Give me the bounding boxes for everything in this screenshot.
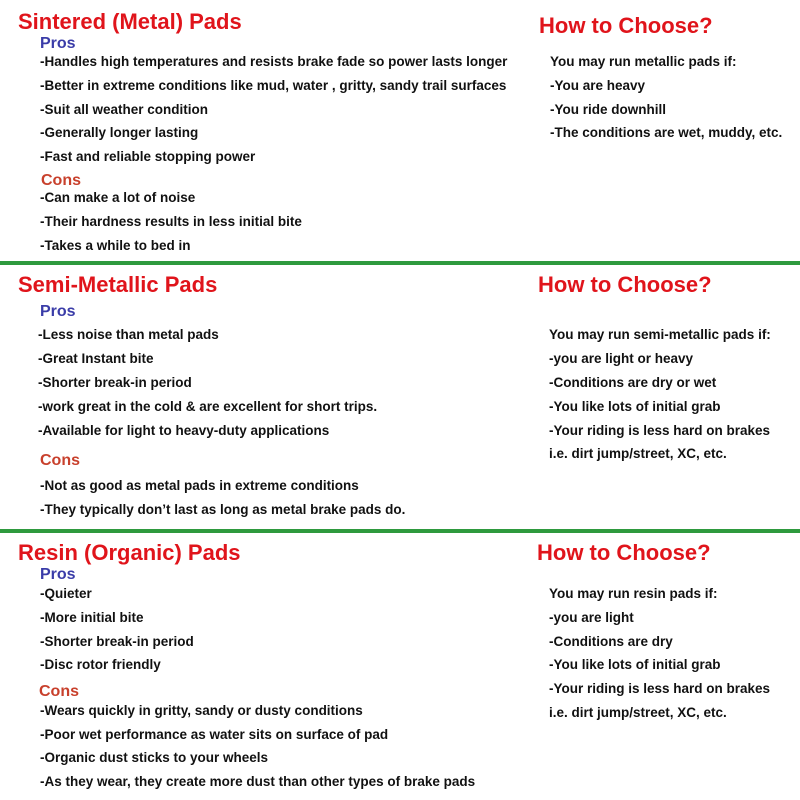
choose-item: -Conditions are dry or wet xyxy=(549,375,717,390)
choose-item: -Your riding is less hard on brakes xyxy=(549,681,771,696)
choose-item: -The conditions are wet, muddy, etc. xyxy=(550,125,783,140)
section-divider xyxy=(0,261,800,265)
choose-item: -You ride downhill xyxy=(550,102,666,117)
cons-item: -Wears quickly in gritty, sandy or dusty conditions xyxy=(40,703,363,718)
pros-item: -More initial bite xyxy=(40,610,144,625)
cons-item: -Organic dust sticks to your wheels xyxy=(40,750,269,765)
how-to-choose-title: How to Choose? xyxy=(538,272,712,297)
cons-heading: Cons xyxy=(39,683,79,700)
pros-heading: Pros xyxy=(40,566,76,583)
pros-item: -Generally longer lasting xyxy=(40,125,199,140)
choose-item: You may run semi-metallic pads if: xyxy=(549,327,771,342)
cons-heading: Cons xyxy=(41,172,81,189)
choose-item: -You like lots of initial grab xyxy=(549,399,721,414)
pros-item: -Quieter xyxy=(40,586,92,601)
choose-item: -you are light xyxy=(549,610,634,625)
choose-item: You may run resin pads if: xyxy=(549,586,718,601)
how-to-choose-title: How to Choose? xyxy=(539,13,713,38)
section-divider xyxy=(0,529,800,533)
pros-item: -Disc rotor friendly xyxy=(40,657,161,672)
cons-heading: Cons xyxy=(40,452,80,469)
choose-item: -Conditions are dry xyxy=(549,634,673,649)
pros-item: -Better in extreme conditions like mud, water , gritty, sandy trail surfaces xyxy=(40,78,507,93)
pros-item: -Less noise than metal pads xyxy=(38,327,219,342)
cons-item: -Their hardness results in less initial bite xyxy=(40,214,302,229)
pros-item: -Shorter break-in period xyxy=(38,375,192,390)
pros-heading: Pros xyxy=(40,35,76,52)
cons-item: -Poor wet performance as water sits on surface of pad xyxy=(40,727,389,742)
cons-item: -Not as good as metal pads in extreme conditions xyxy=(40,478,359,493)
pros-item: -Suit all weather condition xyxy=(40,102,209,117)
choose-item: -Your riding is less hard on brakes xyxy=(549,423,771,438)
choose-item: i.e. dirt jump/street, XC, etc. xyxy=(549,705,727,720)
section-title: Sintered (Metal) Pads xyxy=(18,9,242,34)
section-title: Semi-Metallic Pads xyxy=(18,272,218,297)
pros-item: -Handles high temperatures and resists brake fade so power lasts longer xyxy=(40,54,508,69)
pros-item: -work great in the cold & are excellent for short trips. xyxy=(38,399,378,414)
cons-item: -They typically don’t last as long as metal brake pads do. xyxy=(40,502,406,517)
choose-item: -You are heavy xyxy=(550,78,646,93)
choose-item: -you are light or heavy xyxy=(549,351,694,366)
pros-item: -Great Instant bite xyxy=(38,351,154,366)
choose-item: i.e. dirt jump/street, XC, etc. xyxy=(549,446,727,461)
cons-item: -Takes a while to bed in xyxy=(40,238,191,253)
section-title: Resin (Organic) Pads xyxy=(18,540,241,565)
pros-heading: Pros xyxy=(40,303,76,320)
pros-item: -Fast and reliable stopping power xyxy=(40,149,256,164)
pros-item: -Shorter break-in period xyxy=(40,634,194,649)
pros-item: -Available for light to heavy-duty applications xyxy=(38,423,330,438)
cons-item: -As they wear, they create more dust than other types of brake pads xyxy=(40,774,476,789)
cons-item: -Can make a lot of noise xyxy=(40,190,196,205)
how-to-choose-title: How to Choose? xyxy=(537,540,711,565)
choose-item: You may run metallic pads if: xyxy=(550,54,737,69)
choose-item: -You like lots of initial grab xyxy=(549,657,721,672)
